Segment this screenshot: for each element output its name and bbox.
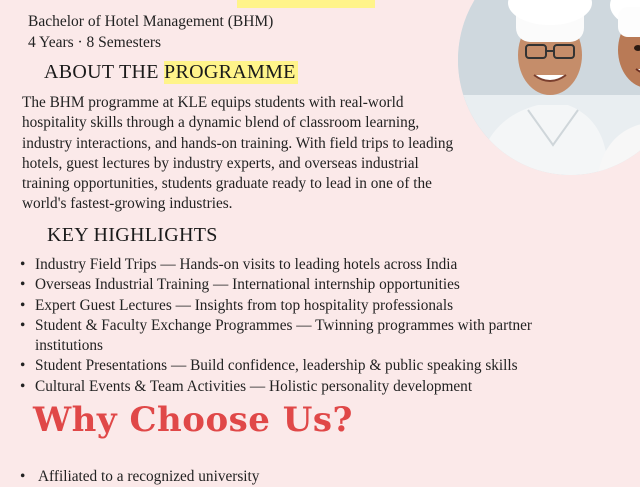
- about-heading-prefix: ABOUT THE: [44, 61, 165, 83]
- list-item-text: Expert Guest Lectures — Insights from top hospitality professionals: [35, 296, 454, 314]
- about-paragraph: The BHM programme at KLE equips students with real-world hospitality skills through a dynamic blend of classroom learning, industry interactions, and hands-on training. With field trips to leading hotels, guest lectures by industry experts, and overseas industrial training opportunities, students graduate ready to lead in one of the world's fastest-growing industries.: [22, 94, 454, 213]
- list-item: [20, 316, 620, 357]
- list-item-text: Affiliated to a recognized university: [38, 468, 260, 485]
- why-list: [20, 467, 259, 487]
- chefs-photo-icon: [458, 0, 640, 175]
- list-item-text: Overseas Industrial Training — International internship opportunities: [35, 276, 460, 294]
- bullet-icon: •: [20, 357, 26, 375]
- bullet-icon: •: [20, 296, 26, 314]
- list-item: [20, 467, 259, 487]
- why-choose-heading: Why Choose Us?: [33, 400, 353, 440]
- bullet-icon: •: [20, 256, 26, 273]
- list-item: [20, 356, 620, 376]
- bullet-icon: •: [20, 377, 26, 395]
- highlights-list: [20, 255, 620, 397]
- top-text-highlight: [237, 0, 375, 8]
- bullet-icon: •: [20, 468, 26, 485]
- list-item-text: Industry Field Trips — Hands-on visits to leading hotels across India: [35, 256, 458, 273]
- list-item-text: Student & Faculty Exchange Programmes — Twinning programmes with partner institutions: [35, 316, 532, 355]
- bullet-icon: •: [20, 316, 26, 334]
- list-item-text: Cultural Events & Team Activities — Holistic personality development: [35, 377, 473, 395]
- list-item: [20, 296, 620, 316]
- list-item-text: Student Presentations — Build confidence, leadership & public speaking skills: [35, 357, 518, 375]
- list-item: [20, 377, 620, 397]
- list-item: [20, 275, 620, 295]
- degree-name: Bachelor of Hotel Management (BHM): [28, 13, 274, 30]
- bullet-icon: •: [20, 276, 26, 294]
- programme-duration: 4 Years · 8 Semesters: [28, 34, 162, 51]
- highlights-heading: KEY HIGHLIGHTS: [47, 224, 218, 246]
- about-heading: [44, 59, 298, 85]
- chefs-photo: [458, 0, 640, 175]
- about-heading-highlight: PROGRAMME: [164, 61, 296, 83]
- list-item: [20, 255, 620, 275]
